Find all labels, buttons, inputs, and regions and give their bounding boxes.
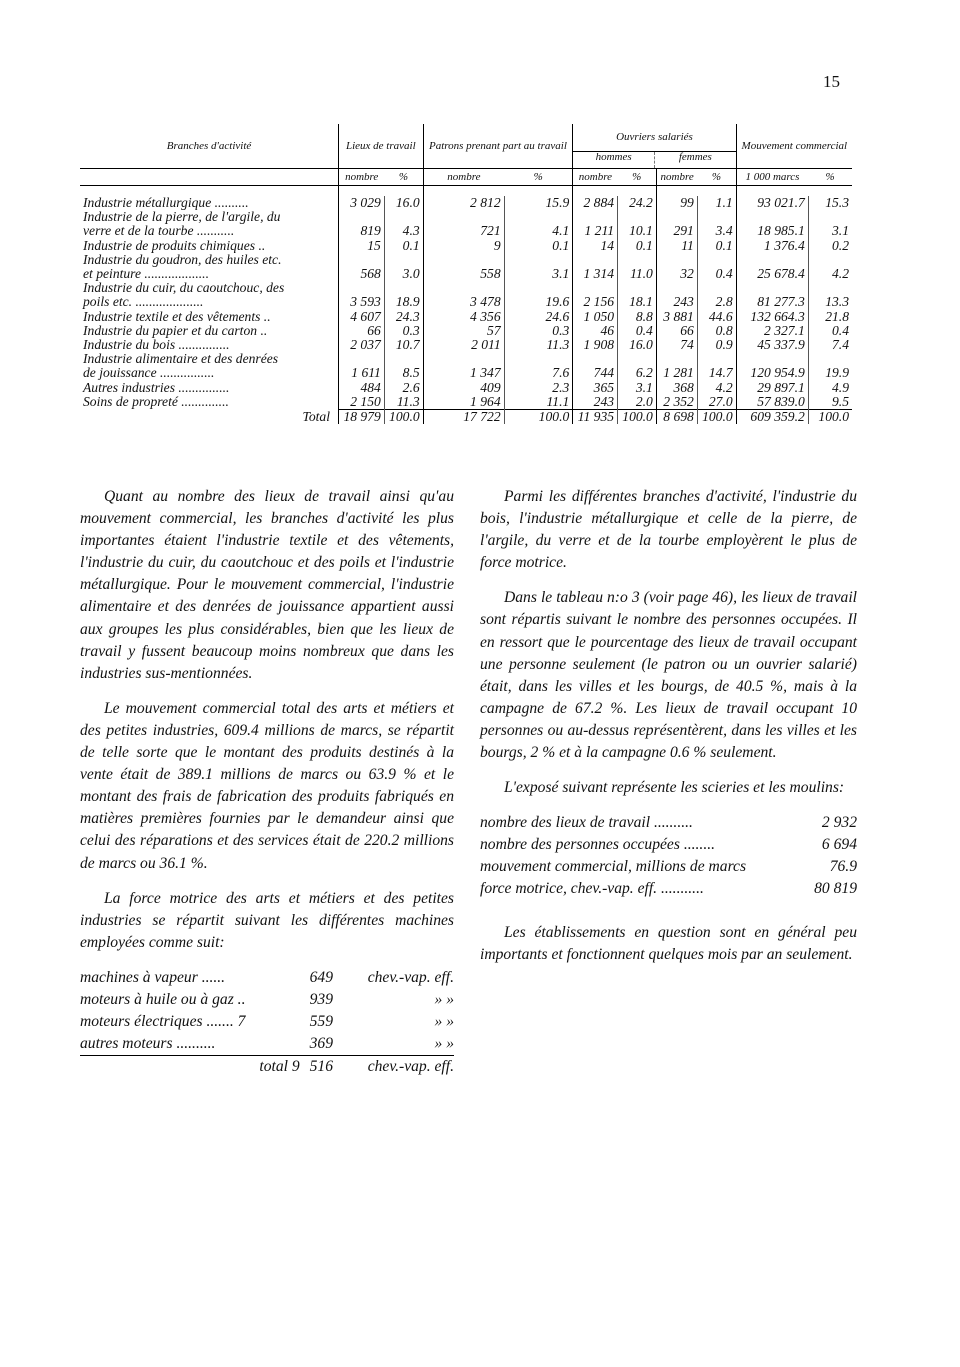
- cell-value: 2.8: [697, 295, 736, 309]
- cell-value: 21.8: [808, 310, 852, 324]
- table-row: [80, 267, 852, 281]
- cell-value: 1 347: [423, 366, 504, 380]
- page-number: 15: [823, 72, 840, 91]
- row-label: verre et de la tourbe ...........: [83, 223, 235, 239]
- mills-table: [480, 812, 857, 900]
- row-label: poils etc. ....................: [83, 294, 204, 310]
- cell-value: [384, 210, 423, 224]
- cell-value: [384, 253, 423, 267]
- cell-value: [384, 281, 423, 295]
- motor-label: machines à vapeur ......: [80, 968, 226, 986]
- cell-value: 132 664.3: [736, 310, 808, 324]
- cell-value: 93 021.7: [736, 196, 808, 210]
- cell-value: 2.6: [384, 381, 423, 395]
- cell-value: [423, 281, 504, 295]
- cell-value: 7.6: [504, 366, 573, 380]
- cell-value: 3 029: [339, 196, 385, 210]
- cell-value: 11.3: [384, 395, 423, 410]
- cell-value: 409: [423, 381, 504, 395]
- sub-nombre: nombre: [423, 169, 504, 186]
- cell-value: [656, 281, 697, 295]
- cell-value: 29 897.1: [736, 381, 808, 395]
- cell-value: [504, 281, 573, 295]
- sub-pct: %: [533, 170, 543, 183]
- table-row: [80, 381, 852, 395]
- cell-value: 0.9: [697, 338, 736, 352]
- cell-value: 3.1: [504, 267, 573, 281]
- cell-value: 2 884: [573, 196, 618, 210]
- cell-value: [504, 352, 573, 366]
- row-label: Industrie alimentaire et des denrées: [83, 351, 279, 367]
- cell-value: 66: [339, 324, 385, 338]
- cell-value: 368: [656, 381, 697, 395]
- motors-total-unit: chev.-vap. eff.: [333, 1055, 454, 1078]
- sub-pct: %: [632, 170, 642, 183]
- total-value: 18 979: [339, 410, 385, 425]
- total-value: 609 359.2: [736, 410, 808, 425]
- cell-value: [423, 352, 504, 366]
- cell-value: [808, 210, 852, 224]
- sub-nombre: nombre: [339, 169, 385, 186]
- row-label: Industrie du goudron, des huiles etc.: [83, 251, 282, 267]
- table-row: [80, 324, 852, 338]
- cell-value: [736, 253, 808, 267]
- cell-value: [573, 210, 618, 224]
- cell-value: [339, 352, 385, 366]
- cell-value: 721: [423, 224, 504, 238]
- cell-value: 3 593: [339, 295, 385, 309]
- cell-value: 484: [339, 381, 385, 395]
- mills-value: 76.9: [829, 858, 857, 876]
- paragraph: Le mouvement commercial total des arts et métiers et des petites industries, 609.4 millions de marcs, se répartit de telle sorte que le montant des produits destinés à la vente était de 389.1 millions de marcs ou 63.9 % et le montant des frais de fabrication des produits fabriqués en matières premières fournies par le demandeur ainsi que celui des réparations et des services était de 220.2 millions de marcs ou 36.1 %.: [80, 699, 454, 872]
- mills-row: [480, 856, 857, 878]
- total-value: 100.0: [618, 410, 657, 425]
- header-mouvement: Mouvement commercial: [736, 124, 852, 169]
- cell-value: 15: [339, 239, 385, 253]
- motor-value: 649: [309, 968, 333, 986]
- cell-value: 19.9: [808, 366, 852, 380]
- motor-value: 559: [309, 1012, 333, 1030]
- cell-value: 18.9: [384, 295, 423, 309]
- cell-value: [697, 210, 736, 224]
- cell-value: 0.3: [384, 324, 423, 338]
- mills-value: 2 932: [821, 814, 857, 832]
- cell-value: 11: [656, 239, 697, 253]
- cell-value: 16.0: [618, 338, 657, 352]
- cell-value: 9: [423, 239, 504, 253]
- cell-value: [618, 210, 657, 224]
- table-row: [80, 253, 852, 267]
- cell-value: 18 985.1: [736, 224, 808, 238]
- header-patrons: Patrons prenant part au travail: [423, 124, 573, 169]
- cell-value: 57 839.0: [736, 395, 808, 410]
- motor-value: 369: [309, 1034, 333, 1052]
- cell-value: [504, 253, 573, 267]
- cell-value: [423, 210, 504, 224]
- cell-value: 11.3: [504, 338, 573, 352]
- cell-value: 291: [656, 224, 697, 238]
- cell-value: 24.3: [384, 310, 423, 324]
- motor-table: [80, 967, 454, 1078]
- cell-value: 3.1: [618, 381, 657, 395]
- row-label: Industrie de produits chimiques ..: [83, 237, 266, 253]
- mills-label: nombre des personnes occupées ........: [480, 836, 716, 854]
- cell-value: 14: [573, 239, 618, 253]
- cell-value: 3.0: [384, 267, 423, 281]
- cell-value: 57: [423, 324, 504, 338]
- cell-value: [384, 352, 423, 366]
- cell-value: 9.5: [808, 395, 852, 410]
- motor-row: [80, 1011, 454, 1033]
- cell-value: 243: [573, 395, 618, 410]
- cell-value: 2 011: [423, 338, 504, 352]
- mills-row: [480, 812, 857, 834]
- cell-value: [573, 281, 618, 295]
- paragraph: Quant au nombre des lieux de travail ainsi qu'au mouvement commercial, les branches d'activité les plus importantes étaient l'industrie textile et des vêtements, l'industrie du cuir, du caoutchouc et des poils et l'industrie métallurgique. Pour le mouvement commercial, l'industrie alimentaire et des denrées de jouissance appartient aussi aux groupes les plus considérables, bien que les lieux de travail y fussent beaucoup moins nombreux que dans les industries sus-mentionnées.: [80, 488, 454, 682]
- cell-value: 16.0: [384, 196, 423, 210]
- cell-value: 0.4: [618, 324, 657, 338]
- motor-label: autres moteurs ..........: [80, 1034, 216, 1052]
- cell-value: 1 314: [573, 267, 618, 281]
- table-row: [80, 310, 852, 324]
- total-value: 100.0: [697, 410, 736, 425]
- sub-marcs: 1 000 marcs: [736, 169, 808, 186]
- sub-pct: %: [711, 170, 722, 183]
- mills-value: 80 819: [814, 880, 857, 898]
- cell-value: [339, 281, 385, 295]
- cell-value: [504, 210, 573, 224]
- row-label: et peinture ...................: [83, 266, 209, 282]
- cell-value: [656, 210, 697, 224]
- header-hommes: hommes: [595, 151, 632, 163]
- cell-value: [423, 253, 504, 267]
- cell-value: 3.1: [808, 224, 852, 238]
- cell-value: 46: [573, 324, 618, 338]
- cell-value: 19.6: [504, 295, 573, 309]
- total-row: [80, 410, 852, 425]
- mills-value: 6 694: [821, 836, 857, 854]
- mills-label: mouvement commercial, millions de marcs: [480, 858, 747, 876]
- cell-value: 365: [573, 381, 618, 395]
- row-label: Industrie textile et des vêtements ..: [83, 308, 271, 324]
- cell-value: 243: [656, 295, 697, 309]
- cell-value: 2 037: [339, 338, 385, 352]
- motor-unit: » »: [434, 1012, 454, 1030]
- cell-value: 6.2: [618, 366, 657, 380]
- cell-value: 10.7: [384, 338, 423, 352]
- row-label: Autres industries ...............: [83, 379, 230, 395]
- cell-value: 0.1: [384, 239, 423, 253]
- cell-value: 81 277.3: [736, 295, 808, 309]
- cell-value: 3 881: [656, 310, 697, 324]
- cell-value: 13.3: [808, 295, 852, 309]
- row-label: de jouissance ................: [83, 365, 215, 381]
- cell-value: 2 352: [656, 395, 697, 410]
- cell-value: [618, 281, 657, 295]
- motors-total-value: 516: [302, 1055, 333, 1078]
- cell-value: 4.1: [504, 224, 573, 238]
- cell-value: 10.1: [618, 224, 657, 238]
- total-value: 11 935: [573, 410, 618, 425]
- cell-value: 2.0: [618, 395, 657, 410]
- cell-value: [573, 352, 618, 366]
- paragraph: Parmi les différentes branches d'activité, l'industrie du bois, l'industrie métallurgique et celle de la pierre, de l'argile, du verre et de la tourbe employèrent le plus de force motrice.: [480, 488, 857, 572]
- mills-label: nombre des lieux de travail ..........: [480, 814, 693, 832]
- header-lieux: Lieux de travail: [339, 124, 424, 169]
- paragraph: L'exposé suivant représente les scieries et les moulins:: [504, 779, 845, 797]
- motor-row: [80, 1033, 454, 1056]
- cell-value: 1 376.4: [736, 239, 808, 253]
- table-row: [80, 352, 852, 366]
- cell-value: 1 908: [573, 338, 618, 352]
- cell-value: 8.8: [618, 310, 657, 324]
- total-value: 100.0: [384, 410, 423, 425]
- table-row: [80, 338, 852, 352]
- cell-value: 18.1: [618, 295, 657, 309]
- row-label: Industrie du papier et du carton ..: [83, 322, 268, 338]
- cell-value: 4.2: [808, 267, 852, 281]
- table-row: [80, 210, 852, 224]
- cell-value: 0.1: [504, 239, 573, 253]
- cell-value: 568: [339, 267, 385, 281]
- paragraph: La force motrice des arts et métiers et des petites industries se répartit suivant les différentes machines employées comme suit:: [80, 889, 454, 951]
- cell-value: [736, 281, 808, 295]
- cell-value: 1 211: [573, 224, 618, 238]
- mills-row: [480, 834, 857, 856]
- paragraph: Dans le tableau n:o 3 (voir page 46), les lieux de travail sont répartis suivant le nombre des personnes occupées. Il en ressort que le pourcentage des lieux de travail occupant une personne seulement (le patron ou un ouvrier salarié) était, dans les villes et les bourgs, de 40.5 %, mais à la campagne de 67.2 %. Les lieux de travail occupant 10 personnes ou au-dessus représentèrent, dans les villes et les bourgs, 2 % et à la campagne 0.6 % seulement.: [480, 589, 857, 762]
- cell-value: 1 964: [423, 395, 504, 410]
- total-value: 100.0: [808, 410, 852, 425]
- motors-total-label: total 9: [80, 1055, 302, 1078]
- cell-value: 4.2: [697, 381, 736, 395]
- left-column: [80, 486, 454, 1078]
- cell-value: [697, 253, 736, 267]
- cell-value: 1 611: [339, 366, 385, 380]
- cell-value: 558: [423, 267, 504, 281]
- cell-value: [808, 281, 852, 295]
- cell-value: 66: [656, 324, 697, 338]
- motor-value: 939: [309, 990, 333, 1008]
- cell-value: 74: [656, 338, 697, 352]
- cell-value: [736, 352, 808, 366]
- cell-value: 27.0: [697, 395, 736, 410]
- cell-value: 0.2: [808, 239, 852, 253]
- cell-value: 25 678.4: [736, 267, 808, 281]
- header-ouvriers: [573, 124, 736, 169]
- cell-value: 0.1: [697, 239, 736, 253]
- cell-value: [618, 253, 657, 267]
- cell-value: 2.3: [504, 381, 573, 395]
- cell-value: 1.1: [697, 196, 736, 210]
- row-label: Industrie métallurgique ..........: [83, 195, 249, 210]
- mills-row: [480, 878, 857, 900]
- cell-value: 0.4: [697, 267, 736, 281]
- cell-value: 2 812: [423, 196, 504, 210]
- cell-value: 32: [656, 267, 697, 281]
- table-row: [80, 224, 852, 238]
- cell-value: [736, 210, 808, 224]
- cell-value: [339, 210, 385, 224]
- table-row: [80, 239, 852, 253]
- cell-value: 14.7: [697, 366, 736, 380]
- motor-row: [80, 989, 454, 1011]
- cell-value: 11.1: [504, 395, 573, 410]
- cell-value: 4 607: [339, 310, 385, 324]
- header-femmes: femmes: [654, 152, 736, 168]
- table-row: [80, 196, 852, 210]
- cell-value: 44.6: [697, 310, 736, 324]
- cell-value: 4.9: [808, 381, 852, 395]
- table-row: [80, 281, 852, 295]
- motor-label: moteurs à huile ou à gaz ..: [80, 990, 246, 1008]
- total-label: Total: [302, 409, 330, 425]
- cell-value: 24.6: [504, 310, 573, 324]
- cell-value: 120 954.9: [736, 366, 808, 380]
- industry-table: [80, 124, 852, 424]
- cell-value: 819: [339, 224, 385, 238]
- cell-value: [339, 253, 385, 267]
- cell-value: [808, 352, 852, 366]
- header-branches: Branches d'activité: [166, 139, 252, 152]
- cell-value: 4 356: [423, 310, 504, 324]
- motor-row: [80, 967, 454, 989]
- cell-value: 15.3: [808, 196, 852, 210]
- table-row: [80, 295, 852, 309]
- cell-value: 1 050: [573, 310, 618, 324]
- motor-label: moteurs électriques ....... 7: [80, 1012, 246, 1030]
- cell-value: [697, 281, 736, 295]
- cell-value: 0.4: [808, 324, 852, 338]
- total-value: 8 698: [656, 410, 697, 425]
- sub-nombre: nombre: [573, 169, 618, 186]
- cell-value: 0.3: [504, 324, 573, 338]
- cell-value: 2 327.1: [736, 324, 808, 338]
- cell-value: 8.5: [384, 366, 423, 380]
- cell-value: 1 281: [656, 366, 697, 380]
- cell-value: 0.1: [618, 239, 657, 253]
- cell-value: [808, 253, 852, 267]
- sub-nombre: nombre: [656, 169, 697, 186]
- cell-value: [656, 253, 697, 267]
- right-column: [480, 486, 857, 979]
- cell-value: 3.4: [697, 224, 736, 238]
- row-label: Industrie de la pierre, de l'argile, du: [83, 209, 281, 225]
- total-value: 17 722: [423, 410, 504, 425]
- row-label: Industrie du cuir, du caoutchouc, des: [83, 280, 285, 296]
- sub-pct: %: [398, 170, 409, 183]
- cell-value: 3 478: [423, 295, 504, 309]
- paragraph: Les établissements en question sont en général peu importants et fonctionnent quelques mois par an seulement.: [480, 924, 857, 964]
- cell-value: 45 337.9: [736, 338, 808, 352]
- cell-value: 15.9: [504, 196, 573, 210]
- cell-value: 7.4: [808, 338, 852, 352]
- cell-value: 24.2: [618, 196, 657, 210]
- cell-value: 2 156: [573, 295, 618, 309]
- cell-value: 99: [656, 196, 697, 210]
- mills-label: force motrice, chev.-vap. eff. ...........: [480, 880, 704, 898]
- cell-value: 11.0: [618, 267, 657, 281]
- cell-value: [656, 352, 697, 366]
- table-row: [80, 395, 852, 410]
- table-row: [80, 366, 852, 380]
- cell-value: 744: [573, 366, 618, 380]
- header-ouvriers-label: Ouvriers salariés: [573, 124, 735, 152]
- motor-unit: » »: [434, 1034, 454, 1052]
- row-label: Soins de propreté ..............: [83, 394, 229, 410]
- cell-value: [697, 352, 736, 366]
- row-label: Industrie du bois ...............: [83, 337, 230, 353]
- cell-value: [573, 253, 618, 267]
- total-value: 100.0: [504, 410, 573, 425]
- sub-pct: %: [825, 170, 835, 183]
- motor-unit: » »: [434, 990, 454, 1008]
- cell-value: 4.3: [384, 224, 423, 238]
- cell-value: 2 150: [339, 395, 385, 410]
- cell-value: [618, 352, 657, 366]
- motor-unit: chev.-vap. eff.: [367, 968, 454, 986]
- cell-value: 0.8: [697, 324, 736, 338]
